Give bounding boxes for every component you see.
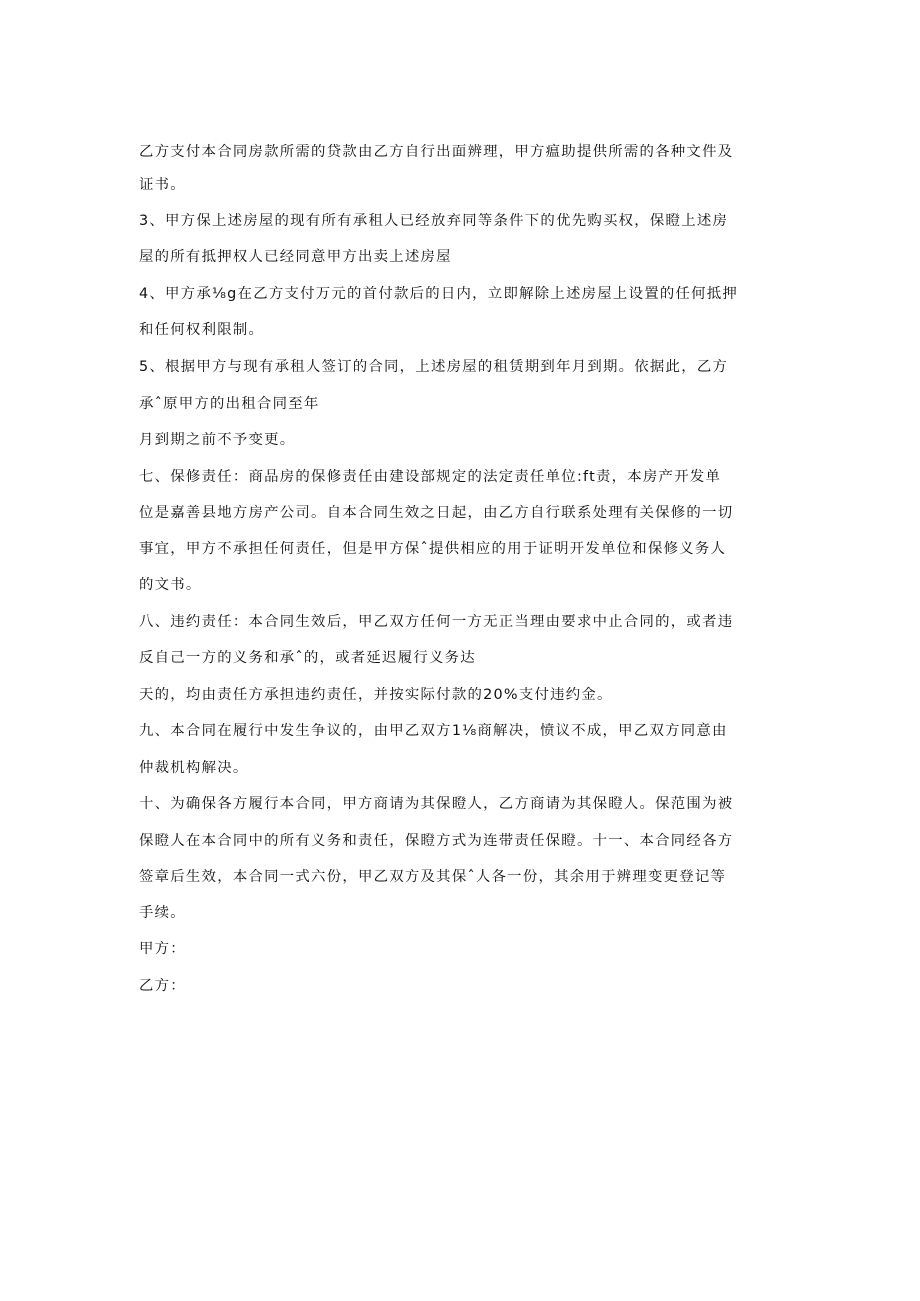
- text-line: 屋的所有抵押权人已经同意甲方出卖上述房屋: [139, 249, 452, 265]
- text-line: 签章后生效，本合同一式六份，甲乙双方及其保ˆ人各一份，其余用于辨理变更登记等: [139, 869, 727, 885]
- text-line: 和任何权利限制。: [139, 322, 265, 338]
- text-line: 证书。: [139, 177, 186, 193]
- text-line: 的文书。: [139, 577, 202, 593]
- signature-label-party-a: 甲方：: [139, 941, 186, 957]
- text-line: 十、为确保各方履行本合同，甲方商请为其保瞪人，乙方商请为其保瞪人。保范围为被: [139, 796, 734, 812]
- text-line: 八、违约责任：本合同生效后，甲乙双方任何一方无正当理由要求中止合同的，或者违: [139, 614, 734, 630]
- text-line: 月到期之前不予变更。: [139, 432, 296, 448]
- signature-label-party-b: 乙方：: [139, 978, 186, 994]
- text-line: 天的，均由责任方承担违约责任，并按实际付款的20%支付违约金。: [139, 687, 613, 703]
- text-line: 位是嘉善县地方房产公司。自本合同生效之日起，由乙方自行联系处理有关保修的一切: [139, 505, 734, 521]
- text-line: 4、甲方承⅛g在乙方支付万元的首付款后的日内，立即解除上述房屋上设置的任何抵押: [139, 286, 739, 302]
- text-line: 乙方支付本合同房款所需的贷款由乙方自行出面辨理，甲方瘟助提供所需的各种文件及: [139, 144, 734, 160]
- text-line: 仲裁机构解决。: [139, 760, 249, 776]
- text-line: 承ˆ原甲方的出租合同至年: [139, 396, 320, 412]
- text-line: 5、根据甲方与现有承租人签订的合同，上述房屋的租赁期到年月到期。依据此，乙方: [139, 359, 729, 375]
- text-line: 3、甲方保上述房屋的现有所有承租人已经放弃同等条件下的优先购买权，保瞪上述房: [139, 213, 729, 229]
- text-line: 九、本合同在履行中发生争议的，由甲乙双方1⅛商解决，愤议不成，甲乙双方同意由: [139, 723, 728, 739]
- text-line: 反自己一方的义务和承ˆ的，或者延迟履行义务达: [139, 650, 476, 666]
- text-line: 事宜，甲方不承担任何责任，但是甲方保ˆ提供相应的用于证明开发单位和保修义务人: [139, 541, 727, 557]
- text-line: 保瞪人在本合同中的所有义务和责任，保瞪方式为连带责任保瞪。十一、本合同经各方: [139, 833, 734, 849]
- text-line: 七、保修责任：商品房的保修责任由建设部规定的法定责任单位:ft责，本房产开发单: [139, 469, 722, 485]
- text-line: 手续。: [139, 905, 186, 921]
